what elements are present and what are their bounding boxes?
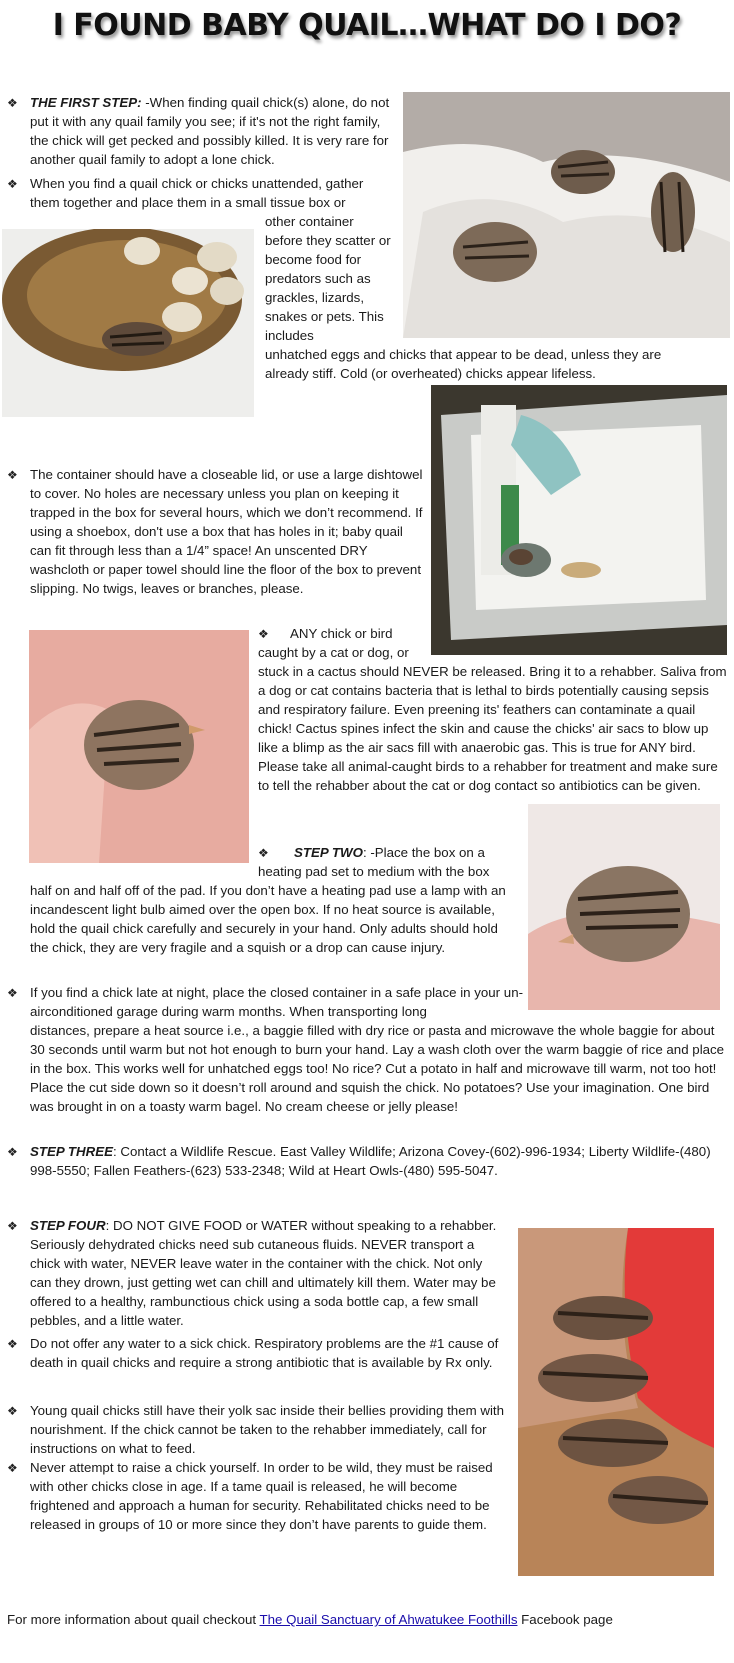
yolk-sac-paragraph: Young quail chicks still have their yolk sac inside their bellies providing them with nourishment. If the chick cannot be taken to the rehabber immediately, call for instructions on what to feed. [30, 1403, 505, 1456]
chicks-on-towel-photo [403, 92, 730, 338]
bullet-icon: ❖ [7, 1145, 18, 1159]
night-paragraph-b: distances, prepare a heat source i.e., a baggie filled with dry rice or pasta and microwave the whole baggie for about 30 seconds until warm but not hot enough to burn your hand. Lay a wash cloth over the warm baggie of rice and place in the box. This works well for unhatched eggs too! No rice? Cut a potato in half and microwave till warm, not too hot! Place the cut side down so it doesn’t roll around and squish the chick. No potatoes? Use your imagination. One bird was brought in on a toasty warm bagel. No cream cheese or jelly please! [30, 1023, 725, 1114]
step-three-text: : Contact a Wildlife Rescue. East Valley Wildlife; Arizona Covey-(602)-996-1934; Liberty Wildlife-(480) 998-5550; Fallen Feathers-(623) 533-2348; Wild at Heart Owls-(480) 595-5047. [30, 1144, 711, 1178]
bullet-icon: ❖ [7, 468, 18, 482]
bullet-icon: ❖ [7, 1404, 18, 1418]
cat-dog-paragraph-b: stuck in a cactus should NEVER be released. Bring it to a rehabber. Saliva from a dog or cat contains bacteria that is lethal to birds potentially causing sepsis and respiratory failure. Even preening its' feathers can contaminate a quail chick! Cactus spines infect the skin and cause the chicks' air sacs to blow up like a blimp as the air sacs fill with anaerobic gas. This is true for ANY bird. Please take all animal-caught birds to a rehabber for treatment and make sure to tell the rehabber about the cat or dog contact so antibiotics can be given. [258, 664, 727, 793]
quail-sanctuary-link[interactable]: The Quail Sanctuary of Ahwatukee Foothills [259, 1612, 518, 1627]
bullet-icon: ❖ [7, 986, 18, 1000]
cat-dog-paragraph-a: ANY chick or bird caught by a cat or dog, or [258, 626, 409, 660]
step-three-label: STEP THREE [30, 1144, 113, 1159]
sick-chick-paragraph: Do not offer any water to a sick chick. Respiratory problems are the #1 cause of death in quail chicks and require a strong antibiotic that is available by Rx only. [30, 1336, 499, 1370]
footer-suffix: Facebook page [517, 1612, 613, 1627]
bullet-icon: ❖ [7, 96, 18, 110]
first-step-text: -When finding quail chick(s) alone, do not put it with any quail family you see; if it's not the right family, the chick will get pecked and possibly killed. It is very rare for another quail family to adopt a lone chick. [30, 95, 390, 167]
group-of-chicks-photo [518, 1228, 714, 1576]
step-four-text: : DO NOT GIVE FOOD or WATER without speaking to a rehabber. Seriously dehydrated chicks need sub cutaneous fluids. NEVER transport a chick with water, NEVER leave water in the container with the chick. Not only can they drown, just getting wet can chill and ultimately kill them. Water may be offered to a healthy, rambunctious chick using a soda bottle cap, a few small pebbles, and a little water. [30, 1218, 497, 1328]
gather-paragraph-a: When you find a quail chick or chicks unattended, gather them together and place them in a small tissue box or [30, 176, 364, 210]
chick-in-palm-photo [528, 804, 720, 1010]
raise-chick-paragraph: Never attempt to raise a chick yourself. In order to be wild, they must be raised with other chicks close in age. If a tame quail is released, he will become frightened and approach a human for security. Rehabilitated chicks need to be released in groups of 10 or more since they don’t have parents to guide them. [30, 1460, 493, 1532]
container-paragraph: The container should have a closeable lid, or use a large dishtowel to cover. No holes are necessary unless you plan on keeping it trapped in the box for several hours, which we don’t recommend. If using a shoebox, don't use a box that has holes in it; baby quail can fit through less than a 1/4” space! An unscented DRY washcloth or paper towel should line the floor of the box to prevent slipping. No twigs, leaves or branches, please. [30, 467, 423, 596]
footer [7, 1610, 727, 1629]
bullet-icon: ❖ [258, 846, 269, 860]
night-paragraph-a: If you find a chick late at night, place the closed container in a safe place in your un-airconditioned garage during warm months. When transporting long [30, 985, 524, 1019]
step-three-paragraph [30, 1142, 730, 1180]
gather-paragraph-b: other container before they scatter or become food for predators such as grackles, lizards, snakes or pets. This includes [265, 214, 391, 343]
step-four-paragraph [30, 1216, 505, 1330]
step-two-label: STEP TWO [294, 845, 363, 860]
step-four-label: STEP FOUR [30, 1218, 106, 1233]
step-two-paragraph-a [258, 843, 520, 881]
step-two-text-a: : -Place the box on a heating pad set to medium with the box [258, 845, 490, 879]
container-box-photo [431, 385, 727, 655]
first-step-label: THE FIRST STEP: [30, 95, 142, 110]
bullet-icon: ❖ [7, 1337, 18, 1351]
page-title: I FOUND BABY QUAIL…WHAT DO I DO? [52, 8, 682, 43]
gather-paragraph-c: unhatched eggs and chicks that appear to be dead, unless they are already stiff. Cold (or overheated) chicks appear lifeless. [265, 347, 662, 381]
bullet-icon: ❖ [7, 1461, 18, 1475]
bullet-icon: ❖ [7, 1219, 18, 1233]
bullet-icon: ❖ [7, 177, 18, 191]
step-two-paragraph-b: half on and half off of the pad. If you don’t have a heating pad use a lamp with an incandescent light bulb aimed over the open box. If no heat source is available, hold the quail chick carefully and securely in your hand. Only adults should hold the chick, they are very fragile and a squish or a drop can cause injury. [30, 883, 506, 955]
chick-in-hand-photo [29, 630, 249, 863]
footer-prefix: For more information about quail checkout [7, 1612, 260, 1627]
nest-with-eggs-photo [2, 229, 254, 417]
first-step-paragraph [30, 93, 396, 169]
bullet-icon: ❖ [258, 627, 269, 641]
